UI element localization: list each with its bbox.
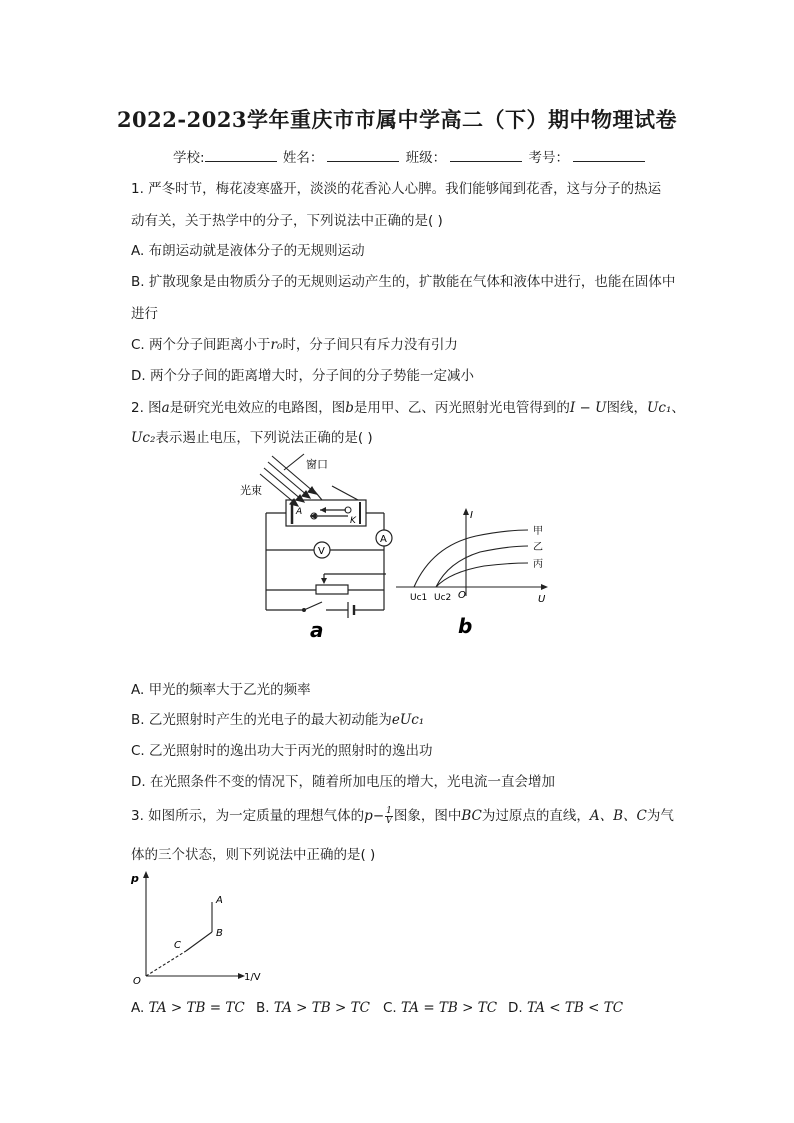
name-blank[interactable] (327, 147, 399, 162)
student-info-row (173, 146, 645, 166)
q1-stem-line1: 1. 严冬时节，梅花凌寒盛开，淡淡的花香沁人心脾。我们能够闻到花香，这与分子的热运 (131, 181, 662, 197)
q2-var-uc1: Uc₁ (647, 400, 672, 416)
page-title: 2022-2023学年重庆市市属中学高二（下）期中物理试卷 (116, 107, 678, 132)
q2-var-b: b (345, 400, 354, 416)
q2-option-c[interactable]: C. 乙光照射时的逸出功大于丙光的照射时的逸出功 (131, 743, 433, 759)
beam-label: 光束 (240, 484, 262, 497)
q1-option-b-line2: 进行 (131, 306, 158, 322)
curve-yi-label: 乙 (533, 542, 543, 553)
q2-var-a: a (161, 400, 170, 416)
q2-option-b-text: B. 乙光照射时产生的光电子的最大初动能为 (131, 712, 392, 728)
school-label: 学校: (173, 150, 205, 166)
point-c-label: C (174, 940, 181, 951)
q3-fraction (385, 807, 393, 826)
q3-frac-num: 1 (386, 805, 392, 816)
q2-option-a[interactable]: A. 甲光的频率大于乙光的频率 (131, 682, 311, 698)
curve-jia-label: 甲 (533, 526, 543, 537)
q3-option-a-label: A. (131, 1000, 145, 1016)
axis-1v-label: 1/V (244, 972, 261, 983)
voltmeter-label: V (318, 546, 325, 557)
q2-stem-text: 是用甲、乙、丙光照射光电管得到的 (353, 400, 570, 416)
class-blank[interactable] (450, 147, 522, 162)
q2-var-euc1: eUc₁ (391, 712, 425, 728)
q1-option-b-line1[interactable]: B. 扩散现象是由物质分子的无规则运动产生的，扩散能在气体和液体中进行，也能在固体中 (131, 274, 676, 290)
number-label: 考号： (528, 150, 569, 166)
q3-option-a-formula: TA > TB = TC (148, 1000, 245, 1016)
q3-option-d-formula: TA < TB < TC (526, 1000, 624, 1016)
q3-option-c-label: C. (383, 1000, 397, 1016)
q3-stem-text: 图象，图中 (393, 808, 462, 824)
point-b-label: B (216, 928, 223, 939)
figure-b-caption: b (458, 614, 473, 638)
curve-bing-label: 丙 (533, 559, 543, 570)
q2-figure-a-circuit (236, 448, 406, 644)
q2-stem-text: 表示遏止电压，下列说法正确的是( ) (155, 430, 373, 446)
q3-option-c[interactable] (383, 1000, 497, 1016)
q1-option-a[interactable]: A. 布朗运动就是液体分子的无规则运动 (131, 243, 365, 259)
q3-option-b-label: B. (256, 1000, 270, 1016)
q3-option-a[interactable] (131, 1000, 245, 1016)
figure-a-caption: a (310, 618, 324, 642)
school-blank[interactable] (205, 147, 277, 162)
q2-stem-line1 (131, 396, 685, 416)
q2-option-d[interactable]: D. 在光照条件不变的情况下，随着所加电压的增大，光电流一直会增加 (131, 774, 555, 790)
q3-option-c-formula: TA = TB > TC (401, 1000, 498, 1016)
q3-option-d[interactable] (508, 1000, 623, 1016)
origin-label: O (458, 590, 466, 601)
axis-u-label: U (538, 594, 546, 605)
q3-stem-line2: 体的三个状态，则下列说法中正确的是( ) (131, 847, 376, 863)
q2-stem-text: 是研究光电效应的电路图，图 (169, 400, 346, 416)
q2-stem-text: 、 (671, 400, 685, 416)
q3-option-d-label: D. (508, 1000, 523, 1016)
class-label: 班级： (405, 150, 447, 166)
q1-option-c-post: 时，分子间只有斥力没有引力 (282, 337, 458, 353)
point-a-label: A (216, 895, 223, 906)
axis-p-label: p (131, 872, 139, 885)
axis-i-label: I (470, 510, 473, 521)
q3-stem-line1: 3. 如图所示，为一定质量的理想气体的p− $\frac{1}{V}$ 图象，图中BC为过原点的直线，A、B、C为气 (131, 805, 674, 826)
q2-stem-text: 图线， (606, 400, 647, 416)
q1-option-d[interactable]: D. 两个分子间的距离增大时，分子间的分子势能一定减小 (131, 368, 474, 384)
name-label: 姓名： (282, 150, 324, 166)
origin-label: O (133, 976, 141, 987)
q2-figure-b-iu-graph (396, 506, 556, 642)
q2-option-b[interactable] (131, 708, 424, 728)
q3-option-b-formula: TA > TB > TC (273, 1000, 370, 1016)
q3-stem-text: 为过原点的直线， (481, 808, 590, 824)
q1-stem-line2: 动有关，关于热学中的分子，下列说法中正确的是( ) (131, 213, 443, 229)
q3-stem-text: 3. 如图所示，为一定质量的理想气体的 (131, 808, 365, 824)
q1-option-c-pre: C. 两个分子间距离小于 (131, 337, 271, 353)
q3-option-b[interactable] (256, 1000, 370, 1016)
q3-var-bc: BC (461, 808, 482, 824)
q1-var-r0: r₀ (270, 337, 283, 353)
q3-var-p: p (364, 808, 373, 824)
q3-frac-den: V (385, 815, 393, 826)
q2-stem-text: 2. 图 (131, 400, 162, 416)
q3-p-1v-graph (126, 868, 276, 988)
number-blank[interactable] (573, 147, 645, 162)
window-label: 窗口 (306, 458, 328, 471)
anode-label: A (296, 507, 303, 517)
uc2-label: Uc2 (434, 593, 452, 603)
q3-stem-text: 为气 (646, 808, 674, 824)
q2-var-iu: I − U (569, 400, 607, 416)
cathode-label: K (350, 516, 356, 526)
q2-var-uc2: Uc₂ (131, 430, 156, 446)
q3-var-abc: A、B、C (589, 808, 647, 824)
uc1-label: Uc1 (410, 593, 428, 603)
q2-stem-line2 (131, 426, 373, 446)
q1-option-c[interactable] (131, 333, 458, 353)
ammeter-label: A (380, 534, 387, 545)
